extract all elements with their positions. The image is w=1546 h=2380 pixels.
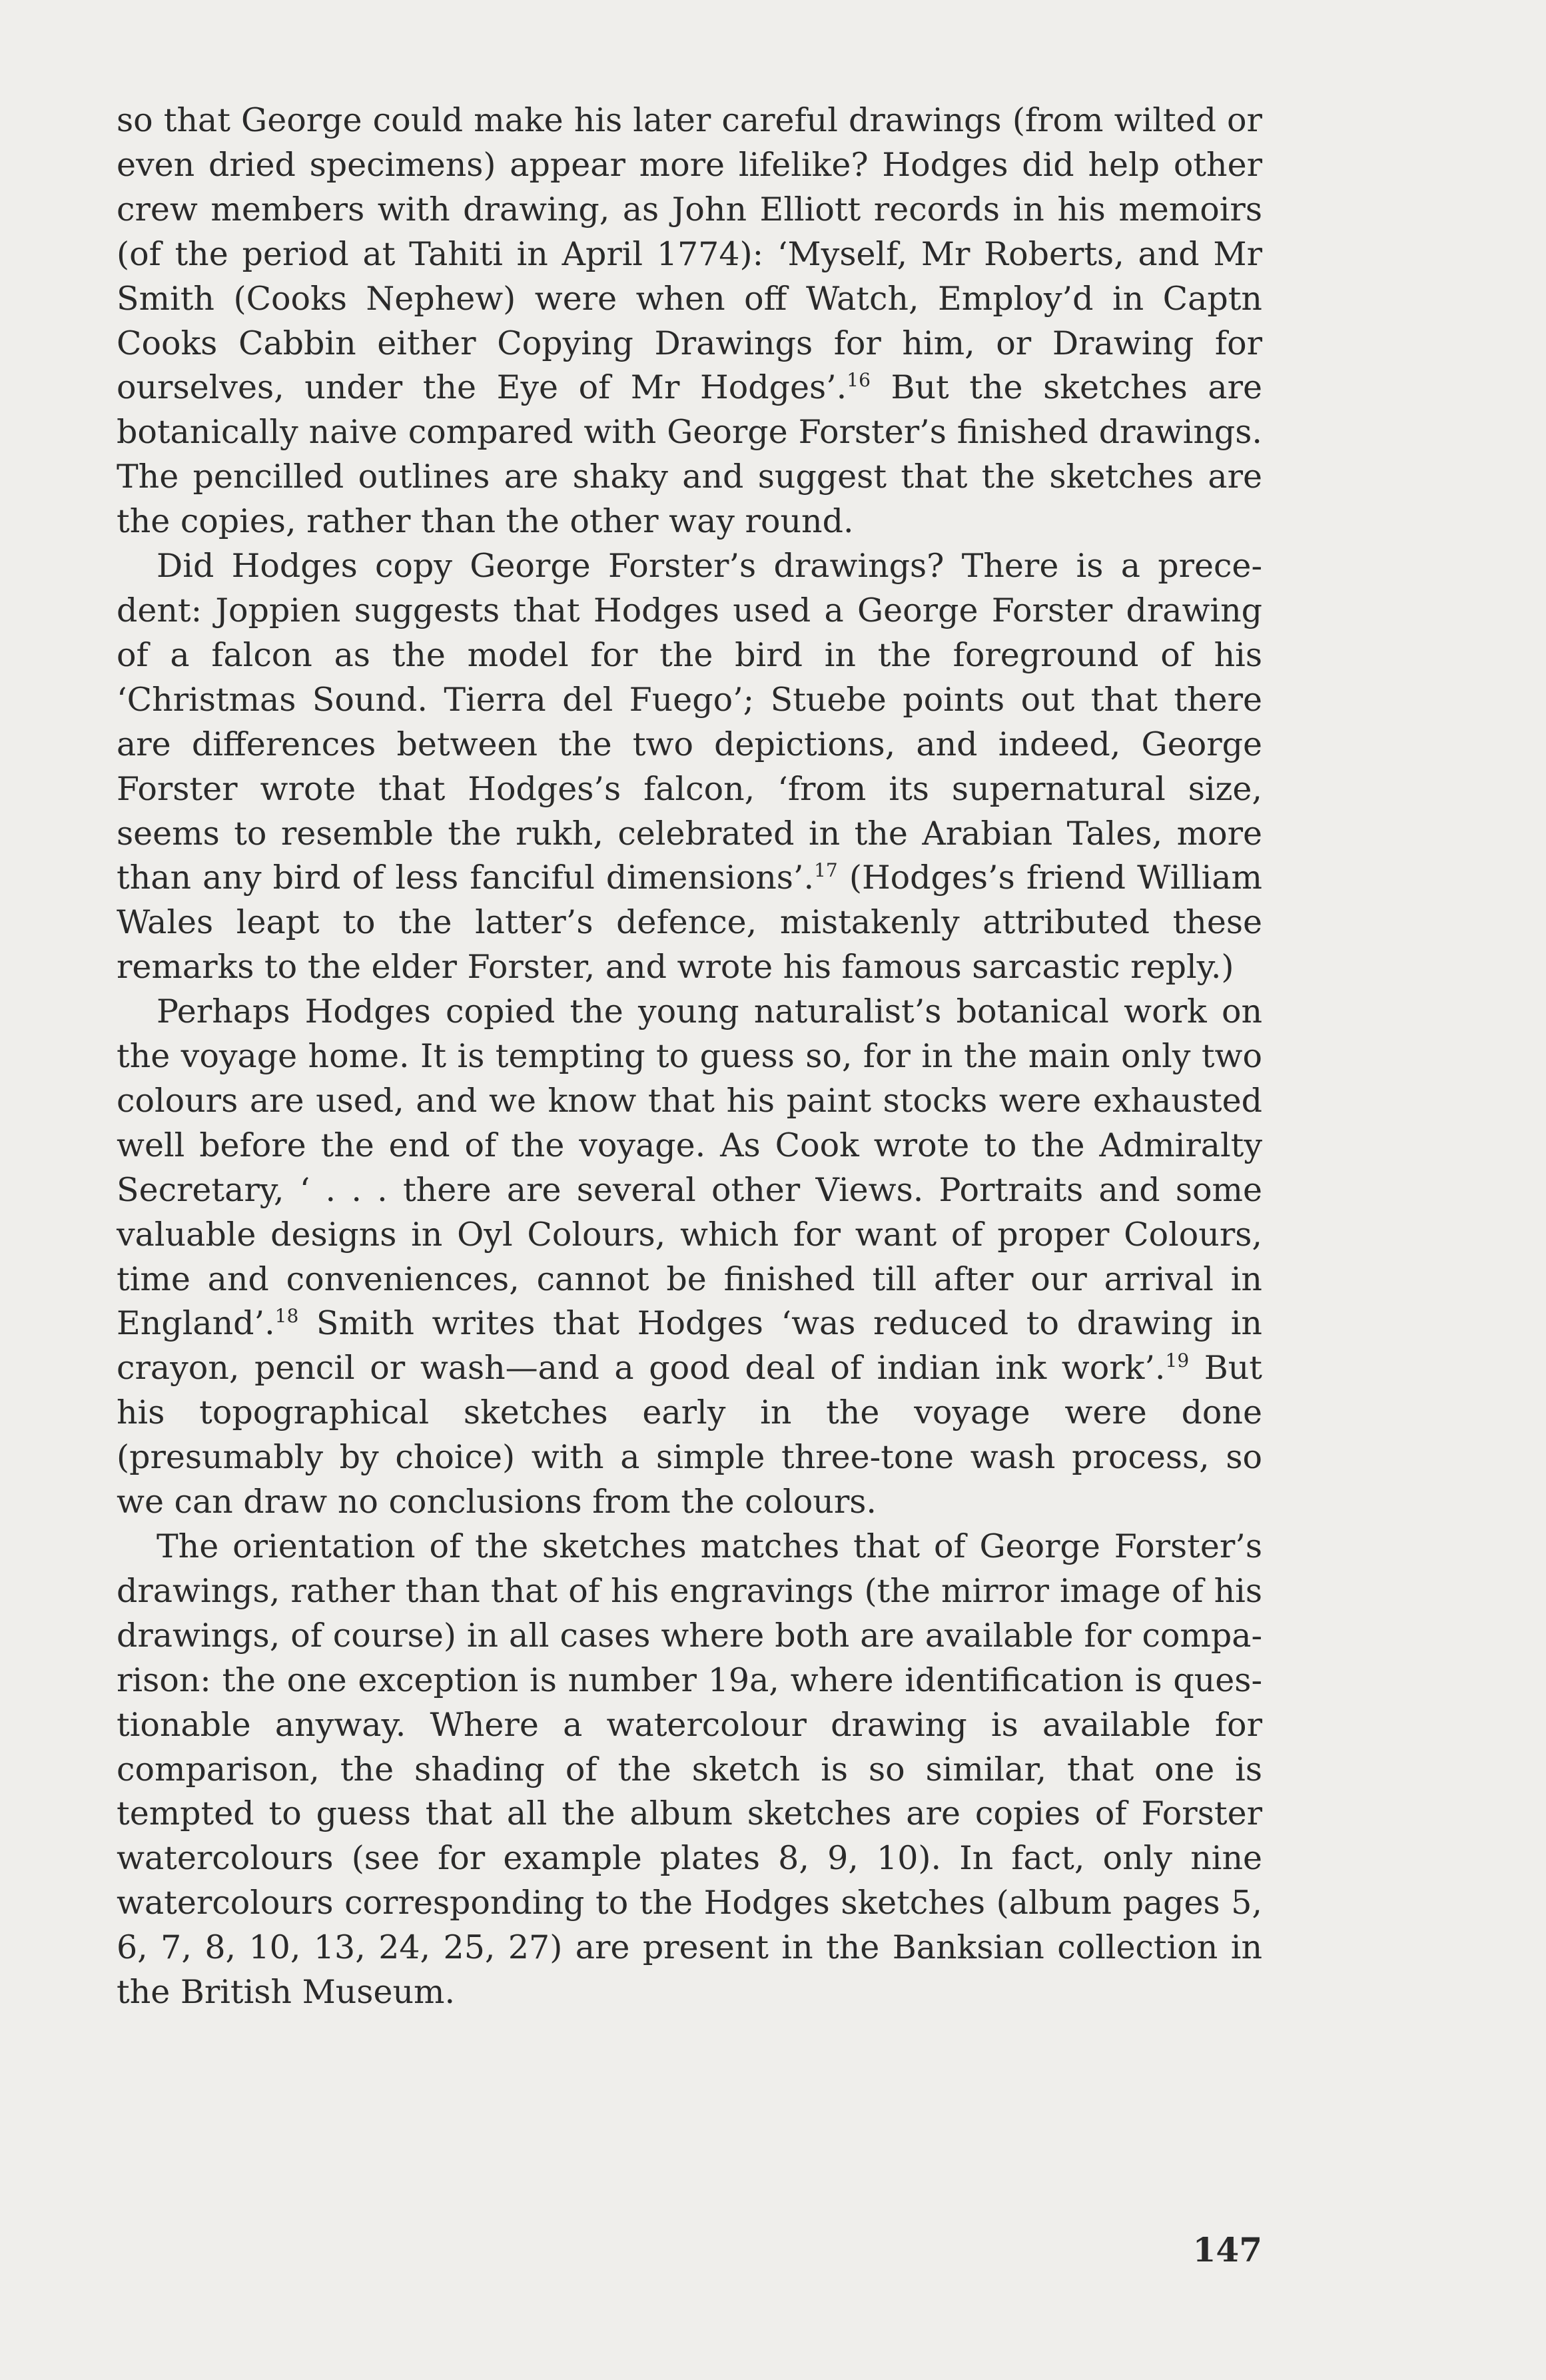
paragraph-text: But the sketches are botanically naive compared with George Forster’s finished drawings. The pencilled outlines are shaky and suggest that the sketches are the copies, rather than the other way round. [117,368,1262,541]
paragraph [117,99,1262,544]
footnote-reference: 16 [847,369,871,392]
paragraph-text: The orientation of the sketches matches that of George Forster’s drawings, rather than that of his engravings (the mirror image of his drawings, of course) in all cases where both are available for comparison: the one exception is number 19a, where identification is questionable anyway. Where a watercolour drawing is available for comparison, the shading of the sketch is so similar, that one is tempted to guess that all the album sketches are copies of Forster watercolours (see for example plates 8, 9, 10). In fact, only nine watercolours corresponding to the Hodges sketches (album pages 5, 6, 7, 8, 10, 13, 24, 25, 27) are present in the Banksian collection in the British Museum. [117,1527,1262,2012]
paragraph [117,990,1262,1525]
page-number: 147 [1192,2230,1262,2269]
paragraph [117,1525,1262,2015]
paragraph-text: (Hodges’s friend William Wales leapt to the latter’s defence, mistakenly attributed these remarks to the elder Forster, and wrote his famous sarcastic reply.) [117,859,1262,987]
paragraph-text: Smith writes that Hodges ‘was reduced to drawing in crayon, pencil or wash—and a good deal of indian ink work’. [117,1304,1262,1388]
paragraph [117,544,1262,990]
paragraph-text: Perhaps Hodges copied the young naturalist’s botanical work on the voyage home. It is tempting to guess so, for in the main only two colours are used, and we know that his paint stocks were exhausted well before the end of the voyage. As Cook wrote to the Admiralty Secretary, ‘ . . . there are several other Views. Portraits and some valuable designs in Oyl Colours, which for want of proper Colours, time and conveniences, cannot be finished till after our arrival in England’. [117,992,1262,1343]
paragraph-text: But his topographical sketches early in the voyage were done (presumably by choice) with a simple three-tone wash process, so we can draw no conclusions from the colours. [117,1349,1262,1521]
paragraph-text: Did Hodges copy George Forster’s drawings? There is a precedent: Joppien suggests that Hodges used a George Forster drawing of a falcon as the model for the bird in the foreground of his ‘Christmas Sound. Tierra del Fuego’; Stuebe points out that there are differences between the two depictions, and indeed, George Forster wrote that Hodges’s falcon, ‘from its supernatural size, seems to resemble the rukh, celebrated in the Arabian Tales, more than any bird of less fanciful dimensions’. [117,547,1262,897]
footnote-reference: 19 [1165,1350,1190,1372]
footnote-reference: 17 [814,859,838,882]
paragraph-text: so that George could make his later careful drawings (from wilted or even dried specimens) appear more lifelike? Hodges did help other crew members with drawing, as John Elliott records in his memoirs (of the period at Tahiti in April 1774): ‘Myself, Mr Roberts, and Mr Smith (Cooks Nephew) were when off Watch, Employ’d in Captn Cooks Cabbin either Copying Drawings for him, or Drawing for ourselves, under the Eye of Mr Hodges’. [117,101,1262,407]
footnote-reference: 18 [274,1305,299,1328]
body-text [117,99,1262,2015]
